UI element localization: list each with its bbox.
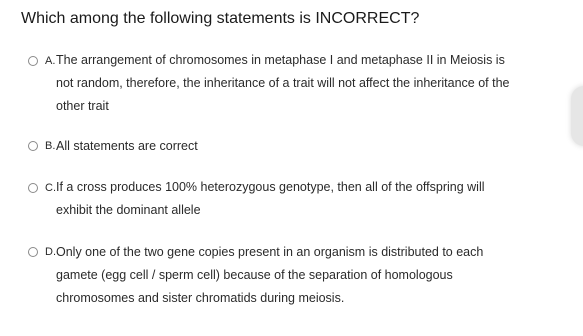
option-c-letter: C. — [45, 182, 56, 194]
option-a-line: other trait — [56, 99, 109, 113]
option-a-letter: A. — [45, 55, 56, 67]
option-c-line: If a cross produces 100% heterozygous genotype, then all of the offspring will — [56, 180, 485, 194]
option-c[interactable] — [0, 176, 583, 222]
question-text: Which among the following statements is INCORRECT? — [21, 10, 420, 27]
option-a-line: The arrangement of chromosomes in metaphase I and metaphase II in Meiosis is — [56, 53, 505, 67]
radio-button-d[interactable] — [28, 247, 38, 257]
option-d[interactable] — [0, 241, 583, 311]
option-c-line: exhibit the dominant allele — [56, 203, 201, 217]
option-d-line: Only one of the two gene copies present in an organism is distributed to each — [56, 245, 484, 259]
option-a[interactable] — [0, 50, 583, 120]
radio-button-c[interactable] — [28, 183, 38, 193]
option-c-text — [56, 176, 578, 222]
option-d-letter: D. — [45, 246, 56, 258]
radio-button-b[interactable] — [28, 141, 38, 151]
option-d-line: gamete (egg cell / sperm cell) because of the separation of homologous — [56, 268, 453, 282]
option-b-text — [56, 135, 578, 158]
radio-button-a[interactable] — [28, 56, 38, 66]
option-d-line: chromosomes and sister chromatids during meiosis. — [56, 291, 345, 305]
option-b-line: All statements are correct — [56, 139, 198, 153]
option-a-text — [56, 49, 578, 118]
option-a-line: not random, therefore, the inheritance of a trait will not affect the inheritance of the — [56, 76, 510, 90]
option-d-text — [56, 241, 578, 310]
option-b[interactable] — [0, 136, 583, 158]
scroll-handle[interactable] — [571, 86, 583, 146]
option-b-letter: B. — [45, 140, 56, 152]
